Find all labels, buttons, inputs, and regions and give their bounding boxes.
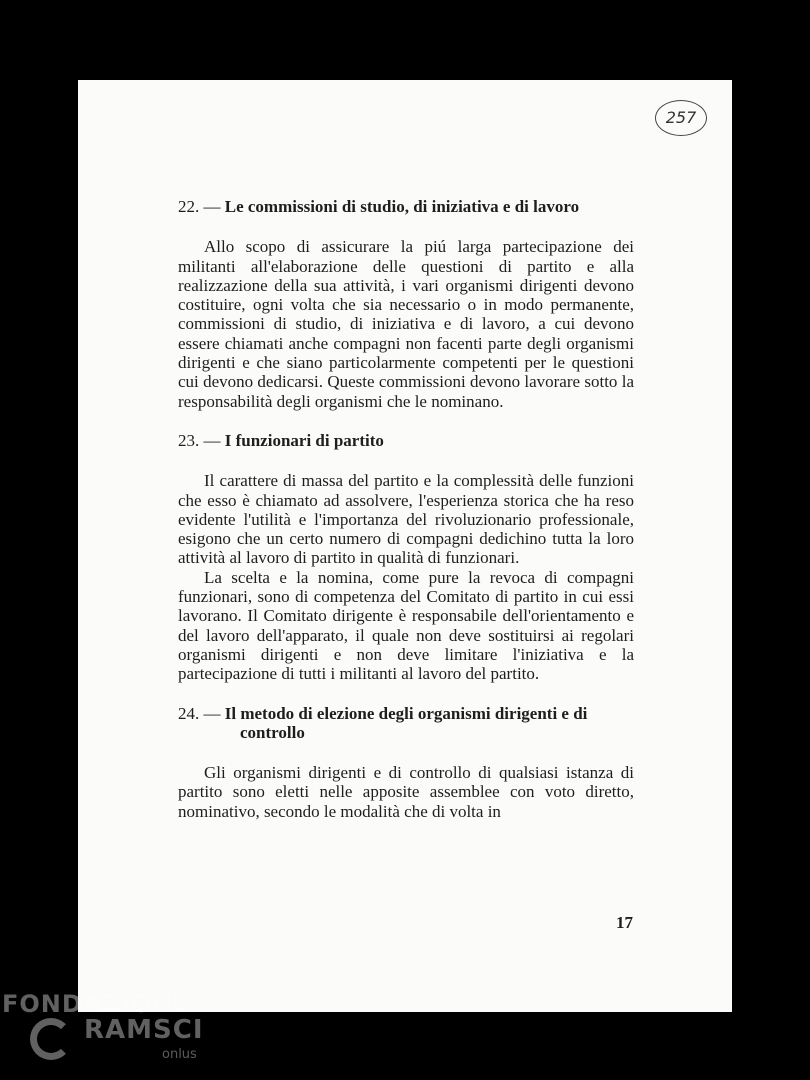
watermark-line1: FONDAZIONE — [2, 990, 191, 1018]
section-number: 24. — [178, 703, 200, 723]
section-title: Le commissioni di studio, di iniziativa e di lavoro — [224, 197, 580, 216]
paragraph: La scelta e la nomina, come pure la revoca di compagni funzionari, sono di competenza del Comitato di partito in cui essi lavorano. Il Comitato dirigente è responsabile dell'orientamento e del lavoro dell'apparato, il quale non deve sostituirsi ai regolari organismi dirigenti e non deve limitare l'iniziativa e la partecipazione di tutti i militanti al lavoro del partito. — [178, 567, 634, 684]
section-number: 23. — [178, 430, 200, 450]
watermark-line2: RAMSCI — [84, 1015, 204, 1045]
section-heading-22 — [178, 197, 634, 216]
section-number: 22. — [178, 197, 200, 216]
section-heading-24 — [178, 704, 634, 743]
document-page — [78, 80, 732, 1012]
paragraph: Gli organismi dirigenti e di controllo di qualsiasi istanza di partito sono eletti nelle apposite assemblee con voto diretto, nominativo, secondo le modalità che di volta in — [178, 763, 634, 821]
section-dash: — — [203, 430, 221, 450]
document-body — [178, 197, 634, 821]
section-dash: — — [203, 703, 221, 723]
watermark-logo — [2, 990, 202, 1070]
section-dash: — — [203, 197, 221, 216]
page-number: 17 — [616, 913, 633, 932]
section-heading-23 — [178, 431, 634, 450]
watermark-suffix: onlus — [162, 1047, 197, 1062]
paragraph: Allo scopo di assicurare la piú larga partecipazione dei militanti all'elaborazione delle questioni di partito e alla realizzazione della sua attività, i vari organismi dirigenti devono costituire, ogni volta che sia necessario o in modo permanente, commissioni di studio, di iniziativa e di lavoro, a cui devono essere chiamati anche compagni non facenti parte degli organismi dirigenti e che siano particolarmente competenti per le questioni cui devono dedicarsi. Queste commissioni devono lavorare sotto la responsabilità degli organismi che le nominano. — [178, 237, 634, 411]
section-title: I funzionari di partito — [224, 430, 384, 450]
paragraph: Il carattere di massa del partito e la complessità delle funzioni che esso è chiamato ad assolvere, l'esperienza storica che ha reso evidente l'utilità e l'importanza del rivoluzionario professionale, esigono che un certo numero di compagni dedichino tutta la loro attività al lavoro di partito in qualità di funzionari. — [178, 471, 634, 568]
section-title: Il metodo di elezione degli organismi dirigenti e di controllo — [224, 703, 588, 742]
archive-stamp: 257 — [655, 100, 707, 136]
watermark-g-icon — [30, 1018, 72, 1060]
